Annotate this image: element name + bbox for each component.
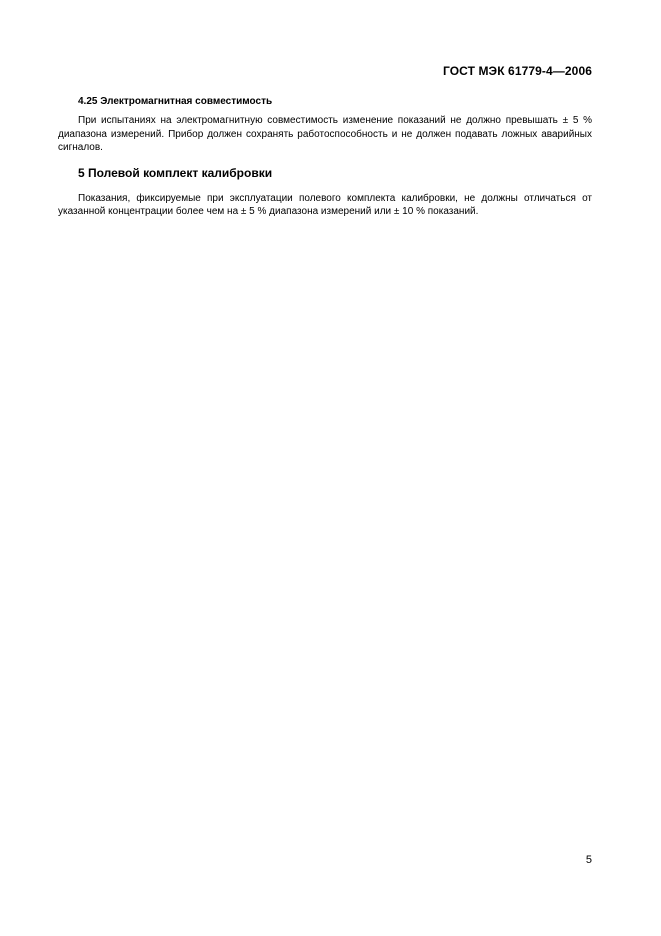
- page-number: 5: [585, 854, 592, 866]
- page-content: [58, 95, 592, 219]
- section-5-heading: 5 Полевой комплект калибровки: [78, 165, 273, 180]
- document-code-header: ГОСТ МЭК 61779-4—2006: [442, 64, 592, 78]
- section-4-25-heading: 4.25 Электромагнитная совместимость: [78, 96, 273, 107]
- section-4-25-paragraph: При испытаниях на электромагнитную совместимость изменение показаний не должно превышать ± 5 % диапазона измерений. Прибор должен сохранять работоспособность и не должен подавать ложных аварийных сигналов.: [58, 115, 592, 153]
- section-5-paragraph: Показания, фиксируемые при эксплуатации полевого комплекта калибровки, не должны отличаться от указанной концентрации более чем на ± 5 % диапазона измерений или ± 10 % показаний.: [58, 192, 592, 217]
